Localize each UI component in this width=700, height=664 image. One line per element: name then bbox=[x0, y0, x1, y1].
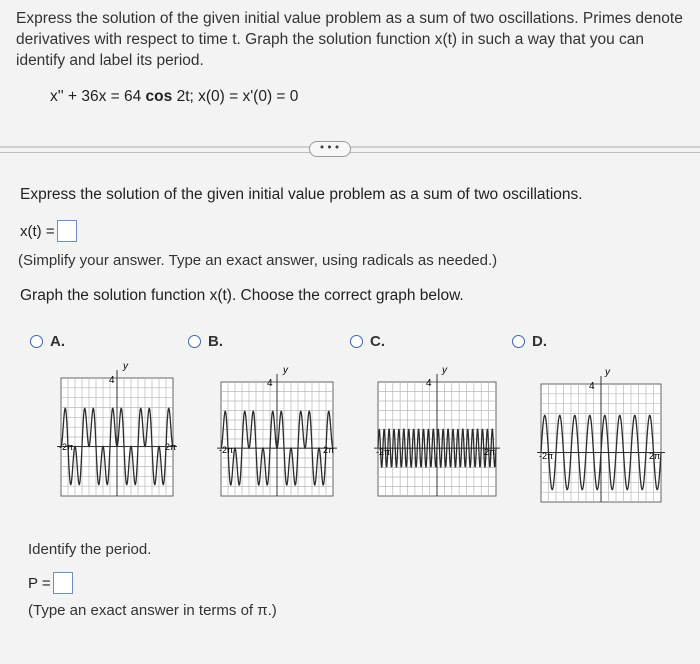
equation-cos: cos bbox=[145, 88, 173, 105]
option-c[interactable] bbox=[350, 333, 385, 350]
part1-hint: (Simplify your answer. Type an exact answer, using radicals as needed.) bbox=[18, 252, 498, 269]
differential-equation bbox=[50, 88, 298, 106]
problem-statement: Express the solution of the given initial value problem as a sum of two oscillations. Primes denote derivatives with respect to time t. Graph the solution function x(t) in such a way that you can identify and label its period. bbox=[16, 10, 683, 69]
option-b[interactable] bbox=[188, 333, 223, 350]
graph-a-ytick: 4 bbox=[109, 375, 115, 386]
graph-d-xleft: -2π bbox=[539, 451, 554, 461]
graph-b-grid bbox=[217, 374, 337, 496]
graph-d-xright: 2π bbox=[649, 451, 661, 461]
option-b-radio[interactable] bbox=[188, 335, 201, 348]
graph-b-ytick: 4 bbox=[267, 378, 273, 389]
graph-prompt: Graph the solution function x(t). Choose the correct graph below. bbox=[20, 287, 464, 304]
graph-d-grid bbox=[537, 376, 665, 502]
graph-a-grid bbox=[57, 370, 177, 496]
graph-c-xright: 2π bbox=[484, 447, 496, 457]
xt-answer-line bbox=[20, 220, 77, 242]
graph-option-a[interactable] bbox=[55, 358, 185, 498]
option-d-radio[interactable] bbox=[512, 335, 525, 348]
graph-a-ylabel: y bbox=[123, 361, 128, 372]
graph-c-xleft: -2π bbox=[376, 447, 391, 457]
graph-a-xright: 2π bbox=[165, 442, 177, 452]
graph-d-ylabel: y bbox=[605, 367, 610, 378]
graph-option-c[interactable] bbox=[372, 364, 507, 499]
option-a[interactable] bbox=[30, 333, 65, 350]
graph-c-ylabel: y bbox=[442, 365, 447, 376]
option-c-label: C. bbox=[370, 333, 385, 350]
xt-answer-input[interactable] bbox=[57, 220, 77, 242]
period-answer-label: P = bbox=[28, 574, 51, 592]
graph-b-xright: 2π bbox=[323, 445, 335, 455]
graph-c-ytick: 4 bbox=[426, 378, 432, 389]
option-d[interactable] bbox=[512, 333, 547, 350]
graph-d-ytick: 4 bbox=[589, 381, 595, 392]
option-b-label: B. bbox=[208, 333, 223, 350]
graph-a-xleft: -2π bbox=[59, 442, 74, 452]
part1-instruction: Express the solution of the given initial value problem as a sum of two oscillations. bbox=[20, 186, 583, 203]
option-d-label: D. bbox=[532, 333, 547, 350]
equation-lhs: x'' + 36x = 64 bbox=[50, 88, 146, 105]
period-answer-line bbox=[28, 572, 73, 594]
option-c-radio[interactable] bbox=[350, 335, 363, 348]
period-instruction: Identify the period. bbox=[28, 541, 152, 558]
graph-option-d[interactable] bbox=[535, 364, 670, 504]
expand-more-button[interactable]: ••• bbox=[309, 141, 351, 157]
xt-answer-label: x(t) = bbox=[20, 222, 55, 240]
graph-b-xleft: -2π bbox=[219, 445, 234, 455]
option-a-radio[interactable] bbox=[30, 335, 43, 348]
period-answer-input[interactable] bbox=[53, 572, 73, 594]
equation-rhs: 2t; x(0) = x'(0) = 0 bbox=[172, 88, 299, 105]
option-a-label: A. bbox=[50, 333, 65, 350]
graph-b-ylabel: y bbox=[283, 365, 288, 376]
graph-option-b[interactable] bbox=[215, 364, 345, 499]
period-hint: (Type an exact answer in terms of π.) bbox=[28, 602, 277, 619]
